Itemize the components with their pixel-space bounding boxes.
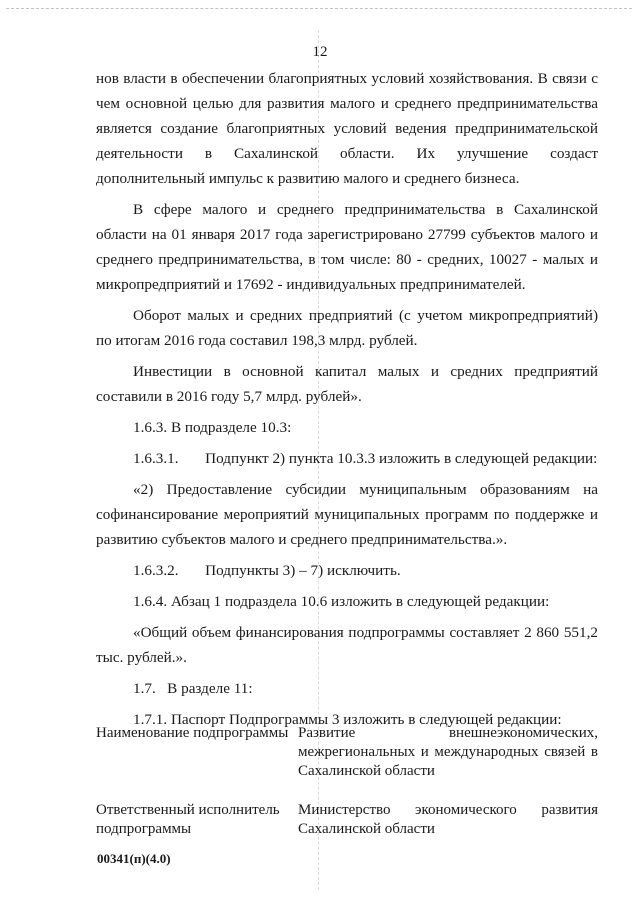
- quoted-financing-text: «Общий объем финансирования подпрограммы составляет 2 860 551,2 тыс. рублей.».: [96, 624, 598, 666]
- quoted-subsidy-text: «2) Предоставление субсидии муниципальным образованиям на софинансирование мероприятий муниципальных программ по поддержке и развитию субъектов малого и среднего предпринимательства.».: [96, 481, 598, 548]
- document-code: 00341(п)(4.0): [97, 851, 171, 866]
- document-body: [96, 66, 598, 732]
- passport-table: [96, 724, 598, 859]
- paragraph-intro: нов власти в обеспечении благоприятных условий хозяйствования. В связи с чем основной целью для развития малого и среднего предпринимательства является создание благоприятных условий ведения предпринимательской деятельности в Сахалинской области. Их улучшение создаст дополнительный импульс к развитию малого и среднего бизнеса.: [96, 70, 598, 187]
- clause-1-6-3: 1.6.3. В подразделе 10.3:: [133, 419, 292, 436]
- passport-value: Министерство экономического развития Сахалинской области: [298, 802, 598, 837]
- passport-label: Наименование подпрограммы: [96, 725, 289, 741]
- passport-label: Ответственный исполнитель подпрограммы: [96, 802, 280, 837]
- paragraph-investments: Инвестиции в основной капитал малых и средних предприятий составили в 2016 году 5,7 млрд. рублей».: [96, 363, 598, 405]
- clause-1-7: 1.7. В разделе 11:: [133, 680, 253, 697]
- page-number: 12: [312, 44, 328, 60]
- clause-1-6-4: 1.6.4. Абзац 1 подраздела 10.6 изложить в следующей редакции:: [133, 593, 550, 610]
- clause-1-6-3-1: 1.6.3.1. Подпункт 2) пункта 10.3.3 изложить в следующей редакции:: [133, 450, 598, 467]
- passport-value: Развитие внешнеэкономических, межрегиональных и международных связей в Сахалинской области: [298, 725, 598, 779]
- scan-edge-line: [6, 8, 632, 9]
- passport-row: [96, 724, 598, 781]
- paragraph-turnover: Оборот малых и средних предприятий (с учетом микропредприятий) по итогам 2016 года составил 198,3 млрд. рублей.: [96, 307, 598, 349]
- paragraph-registered-subjects: В сфере малого и среднего предпринимательства в Сахалинской области на 01 января 2017 года зарегистрировано 27799 субъектов малого и среднего предпринимательства, в том числе: 80 - средних, 10027 - малых и микропредприятий и 17692 - индивидуальных предпринимателей.: [96, 201, 598, 293]
- clause-1-7-1: 1.7.1. Паспорт Подпрограммы 3 изложить в следующей редакции:: [133, 711, 562, 728]
- passport-row: [96, 801, 598, 839]
- clause-1-6-3-2: 1.6.3.2. Подпункты 3) – 7) исключить.: [133, 562, 401, 579]
